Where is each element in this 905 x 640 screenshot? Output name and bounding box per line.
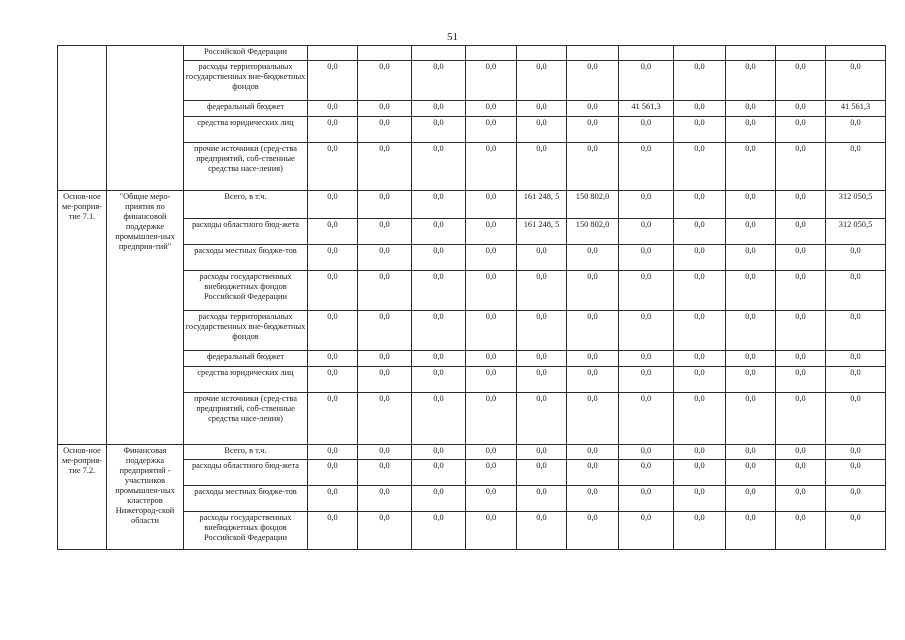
value-cell: 0,0 xyxy=(726,191,776,219)
value-cell: 0,0 xyxy=(412,367,466,393)
value-cell: 312 050,5 xyxy=(826,219,886,245)
value-cell: 0,0 xyxy=(567,351,619,367)
value-cell xyxy=(674,46,726,61)
value-cell xyxy=(567,46,619,61)
value-cell: 0,0 xyxy=(776,367,826,393)
value-cell: 0,0 xyxy=(619,191,674,219)
value-cell: 0,0 xyxy=(726,271,776,311)
page-number: 51 xyxy=(447,31,458,43)
value-cell: 0,0 xyxy=(412,445,466,460)
value-cell: 0,0 xyxy=(567,311,619,351)
value-cell: 0,0 xyxy=(776,245,826,271)
value-cell: 0,0 xyxy=(776,101,826,117)
value-cell: 0,0 xyxy=(358,61,412,101)
value-cell: 0,0 xyxy=(826,143,886,191)
value-cell: 0,0 xyxy=(308,101,358,117)
value-cell: 0,0 xyxy=(466,367,517,393)
value-cell: 0,0 xyxy=(358,101,412,117)
value-cell: 0,0 xyxy=(776,445,826,460)
value-cell: 0,0 xyxy=(567,245,619,271)
value-cell: 0,0 xyxy=(412,271,466,311)
value-cell: 0,0 xyxy=(674,393,726,445)
value-cell: 0,0 xyxy=(308,271,358,311)
value-cell: 0,0 xyxy=(466,245,517,271)
measure-name-cell xyxy=(107,46,184,191)
funding-source-cell: Всего, в т.ч. xyxy=(184,191,308,219)
funding-source-cell: расходы местных бюдже-тов xyxy=(184,486,308,512)
value-cell: 0,0 xyxy=(619,393,674,445)
value-cell: 0,0 xyxy=(308,486,358,512)
value-cell: 0,0 xyxy=(726,367,776,393)
value-cell: 0,0 xyxy=(674,61,726,101)
value-cell: 0,0 xyxy=(726,311,776,351)
value-cell: 0,0 xyxy=(466,311,517,351)
value-cell: 0,0 xyxy=(776,143,826,191)
value-cell: 0,0 xyxy=(308,245,358,271)
value-cell: 0,0 xyxy=(726,512,776,550)
value-cell: 0,0 xyxy=(726,445,776,460)
measure-code-cell: Основ-ное ме-роприя-тие 7.1. xyxy=(58,191,107,445)
measure-name-cell: Финансовая поддержка предприятий - участников промышлен-ных кластеров Нижегород-ской области xyxy=(107,445,184,550)
value-cell: 0,0 xyxy=(619,351,674,367)
value-cell: 0,0 xyxy=(776,393,826,445)
value-cell: 0,0 xyxy=(466,191,517,219)
value-cell: 0,0 xyxy=(776,61,826,101)
value-cell: 0,0 xyxy=(776,512,826,550)
value-cell: 0,0 xyxy=(358,512,412,550)
table-body xyxy=(58,46,886,550)
value-cell: 0,0 xyxy=(412,101,466,117)
value-cell: 0,0 xyxy=(412,191,466,219)
value-cell xyxy=(358,46,412,61)
value-cell: 0,0 xyxy=(308,460,358,486)
value-cell: 0,0 xyxy=(308,191,358,219)
value-cell: 0,0 xyxy=(619,271,674,311)
value-cell: 0,0 xyxy=(358,143,412,191)
value-cell: 0,0 xyxy=(776,460,826,486)
value-cell: 0,0 xyxy=(674,460,726,486)
funding-source-cell: Российской Федерации xyxy=(184,46,308,61)
value-cell: 0,0 xyxy=(466,219,517,245)
value-cell: 0,0 xyxy=(826,61,886,101)
value-cell: 150 802,0 xyxy=(567,219,619,245)
value-cell: 0,0 xyxy=(776,191,826,219)
value-cell: 41 561,3 xyxy=(619,101,674,117)
value-cell xyxy=(726,46,776,61)
value-cell: 0,0 xyxy=(466,445,517,460)
value-cell: 0,0 xyxy=(776,271,826,311)
value-cell: 0,0 xyxy=(466,393,517,445)
value-cell: 0,0 xyxy=(826,117,886,143)
value-cell: 0,0 xyxy=(466,460,517,486)
funding-source-cell: расходы государственных внебюджетных фондов Российской Федерации xyxy=(184,512,308,550)
value-cell: 0,0 xyxy=(674,117,726,143)
value-cell: 0,0 xyxy=(412,512,466,550)
value-cell: 0,0 xyxy=(674,245,726,271)
value-cell: 0,0 xyxy=(826,512,886,550)
table-row xyxy=(58,191,886,219)
value-cell: 0,0 xyxy=(466,101,517,117)
table-row xyxy=(58,445,886,460)
value-cell: 0,0 xyxy=(517,117,567,143)
value-cell: 0,0 xyxy=(674,271,726,311)
value-cell: 0,0 xyxy=(517,367,567,393)
value-cell: 0,0 xyxy=(619,219,674,245)
value-cell: 0,0 xyxy=(308,143,358,191)
value-cell: 0,0 xyxy=(358,191,412,219)
value-cell: 0,0 xyxy=(308,351,358,367)
value-cell: 0,0 xyxy=(567,486,619,512)
value-cell: 0,0 xyxy=(726,219,776,245)
value-cell xyxy=(308,46,358,61)
value-cell: 0,0 xyxy=(308,445,358,460)
value-cell: 0,0 xyxy=(567,367,619,393)
value-cell xyxy=(466,46,517,61)
value-cell: 0,0 xyxy=(466,61,517,101)
value-cell: 0,0 xyxy=(567,117,619,143)
value-cell: 0,0 xyxy=(358,311,412,351)
value-cell: 0,0 xyxy=(567,101,619,117)
value-cell: 0,0 xyxy=(726,351,776,367)
value-cell: 0,0 xyxy=(826,393,886,445)
value-cell: 0,0 xyxy=(619,311,674,351)
value-cell: 0,0 xyxy=(466,486,517,512)
value-cell: 0,0 xyxy=(517,143,567,191)
value-cell: 0,0 xyxy=(619,512,674,550)
value-cell xyxy=(517,46,567,61)
funding-source-cell: федеральный бюджет xyxy=(184,351,308,367)
value-cell: 312 050,5 xyxy=(826,191,886,219)
value-cell: 0,0 xyxy=(674,219,726,245)
value-cell: 0,0 xyxy=(674,445,726,460)
value-cell: 0,0 xyxy=(619,143,674,191)
measure-name-cell: "Общие меро-приятия по финансовой поддержке промышлен-ных предприя-тий" xyxy=(107,191,184,445)
value-cell: 0,0 xyxy=(517,393,567,445)
value-cell: 0,0 xyxy=(674,367,726,393)
value-cell: 0,0 xyxy=(308,219,358,245)
value-cell: 0,0 xyxy=(567,393,619,445)
funding-source-cell: Всего, в т.ч. xyxy=(184,445,308,460)
value-cell xyxy=(412,46,466,61)
funding-source-cell: федеральный бюджет xyxy=(184,101,308,117)
value-cell: 0,0 xyxy=(776,311,826,351)
value-cell: 0,0 xyxy=(726,393,776,445)
value-cell: 0,0 xyxy=(567,512,619,550)
value-cell: 0,0 xyxy=(619,460,674,486)
value-cell: 0,0 xyxy=(517,61,567,101)
funding-source-cell: расходы областного бюд-жета xyxy=(184,219,308,245)
value-cell: 0,0 xyxy=(674,486,726,512)
value-cell: 41 561,3 xyxy=(826,101,886,117)
value-cell: 0,0 xyxy=(412,393,466,445)
value-cell: 0,0 xyxy=(619,245,674,271)
value-cell: 0,0 xyxy=(412,311,466,351)
value-cell: 0,0 xyxy=(567,445,619,460)
value-cell: 0,0 xyxy=(412,351,466,367)
value-cell: 0,0 xyxy=(619,367,674,393)
value-cell xyxy=(776,46,826,61)
value-cell: 0,0 xyxy=(466,271,517,311)
funding-source-cell: прочие источники (сред-ства предприятий, соб-ственные средства насе-ления) xyxy=(184,393,308,445)
funding-source-cell: расходы государственных внебюджетных фондов Российской Федерации xyxy=(184,271,308,311)
value-cell: 0,0 xyxy=(826,460,886,486)
value-cell: 0,0 xyxy=(619,445,674,460)
value-cell: 0,0 xyxy=(674,351,726,367)
value-cell: 0,0 xyxy=(826,445,886,460)
value-cell: 0,0 xyxy=(308,61,358,101)
value-cell: 0,0 xyxy=(726,143,776,191)
value-cell: 0,0 xyxy=(412,61,466,101)
value-cell: 150 802,0 xyxy=(567,191,619,219)
value-cell: 0,0 xyxy=(567,61,619,101)
value-cell: 0,0 xyxy=(726,101,776,117)
value-cell: 0,0 xyxy=(308,367,358,393)
value-cell: 0,0 xyxy=(517,512,567,550)
value-cell: 0,0 xyxy=(358,460,412,486)
value-cell: 0,0 xyxy=(517,486,567,512)
funding-source-cell: прочие источники (сред-ства предприятий, соб-ственные средства насе-ления) xyxy=(184,143,308,191)
value-cell: 0,0 xyxy=(726,245,776,271)
value-cell: 0,0 xyxy=(826,351,886,367)
value-cell: 0,0 xyxy=(826,486,886,512)
value-cell: 0,0 xyxy=(412,117,466,143)
value-cell: 0,0 xyxy=(517,245,567,271)
value-cell: 0,0 xyxy=(466,351,517,367)
value-cell: 0,0 xyxy=(466,117,517,143)
value-cell: 0,0 xyxy=(412,460,466,486)
value-cell: 0,0 xyxy=(567,271,619,311)
value-cell: 0,0 xyxy=(358,219,412,245)
value-cell: 0,0 xyxy=(517,351,567,367)
value-cell: 0,0 xyxy=(358,245,412,271)
table-row xyxy=(58,46,886,61)
value-cell: 0,0 xyxy=(826,311,886,351)
value-cell: 0,0 xyxy=(674,311,726,351)
value-cell: 0,0 xyxy=(308,512,358,550)
value-cell: 0,0 xyxy=(674,143,726,191)
value-cell: 0,0 xyxy=(567,460,619,486)
value-cell: 0,0 xyxy=(726,117,776,143)
value-cell: 0,0 xyxy=(619,117,674,143)
value-cell: 0,0 xyxy=(466,143,517,191)
value-cell: 0,0 xyxy=(412,219,466,245)
measure-code-cell: Основ-ное ме-роприя-тие 7.2. xyxy=(58,445,107,550)
value-cell: 0,0 xyxy=(358,117,412,143)
value-cell: 0,0 xyxy=(619,486,674,512)
value-cell: 0,0 xyxy=(358,271,412,311)
value-cell: 0,0 xyxy=(358,367,412,393)
value-cell: 0,0 xyxy=(826,271,886,311)
value-cell: 0,0 xyxy=(826,367,886,393)
funding-source-cell: расходы областного бюд-жета xyxy=(184,460,308,486)
value-cell: 0,0 xyxy=(726,486,776,512)
funding-source-cell: расходы территориальных государственных вне-бюджетных фондов xyxy=(184,311,308,351)
value-cell: 0,0 xyxy=(726,460,776,486)
value-cell: 0,0 xyxy=(776,219,826,245)
value-cell: 0,0 xyxy=(517,445,567,460)
value-cell: 0,0 xyxy=(358,486,412,512)
value-cell: 0,0 xyxy=(412,245,466,271)
value-cell: 0,0 xyxy=(358,393,412,445)
measure-code-cell xyxy=(58,46,107,191)
value-cell: 0,0 xyxy=(674,512,726,550)
value-cell: 0,0 xyxy=(308,393,358,445)
budget-table xyxy=(57,45,886,550)
value-cell: 0,0 xyxy=(674,191,726,219)
value-cell xyxy=(826,46,886,61)
value-cell: 0,0 xyxy=(776,117,826,143)
value-cell xyxy=(619,46,674,61)
value-cell: 0,0 xyxy=(358,351,412,367)
value-cell: 0,0 xyxy=(517,460,567,486)
value-cell: 0,0 xyxy=(412,143,466,191)
value-cell: 0,0 xyxy=(826,245,886,271)
value-cell: 0,0 xyxy=(517,101,567,117)
value-cell: 161 248, 5 xyxy=(517,191,567,219)
value-cell: 0,0 xyxy=(517,271,567,311)
value-cell: 0,0 xyxy=(619,61,674,101)
funding-source-cell: средства юридических лиц xyxy=(184,367,308,393)
funding-source-cell: расходы местных бюдже-тов xyxy=(184,245,308,271)
funding-source-cell: расходы территориальных государственных вне-бюджетных фондов xyxy=(184,61,308,101)
funding-source-cell: средства юридических лиц xyxy=(184,117,308,143)
value-cell: 161 248, 5 xyxy=(517,219,567,245)
value-cell: 0,0 xyxy=(412,486,466,512)
value-cell: 0,0 xyxy=(358,445,412,460)
value-cell: 0,0 xyxy=(308,311,358,351)
value-cell: 0,0 xyxy=(308,117,358,143)
value-cell: 0,0 xyxy=(517,311,567,351)
value-cell: 0,0 xyxy=(726,61,776,101)
value-cell: 0,0 xyxy=(674,101,726,117)
value-cell: 0,0 xyxy=(776,486,826,512)
value-cell: 0,0 xyxy=(776,351,826,367)
value-cell: 0,0 xyxy=(567,143,619,191)
value-cell: 0,0 xyxy=(466,512,517,550)
